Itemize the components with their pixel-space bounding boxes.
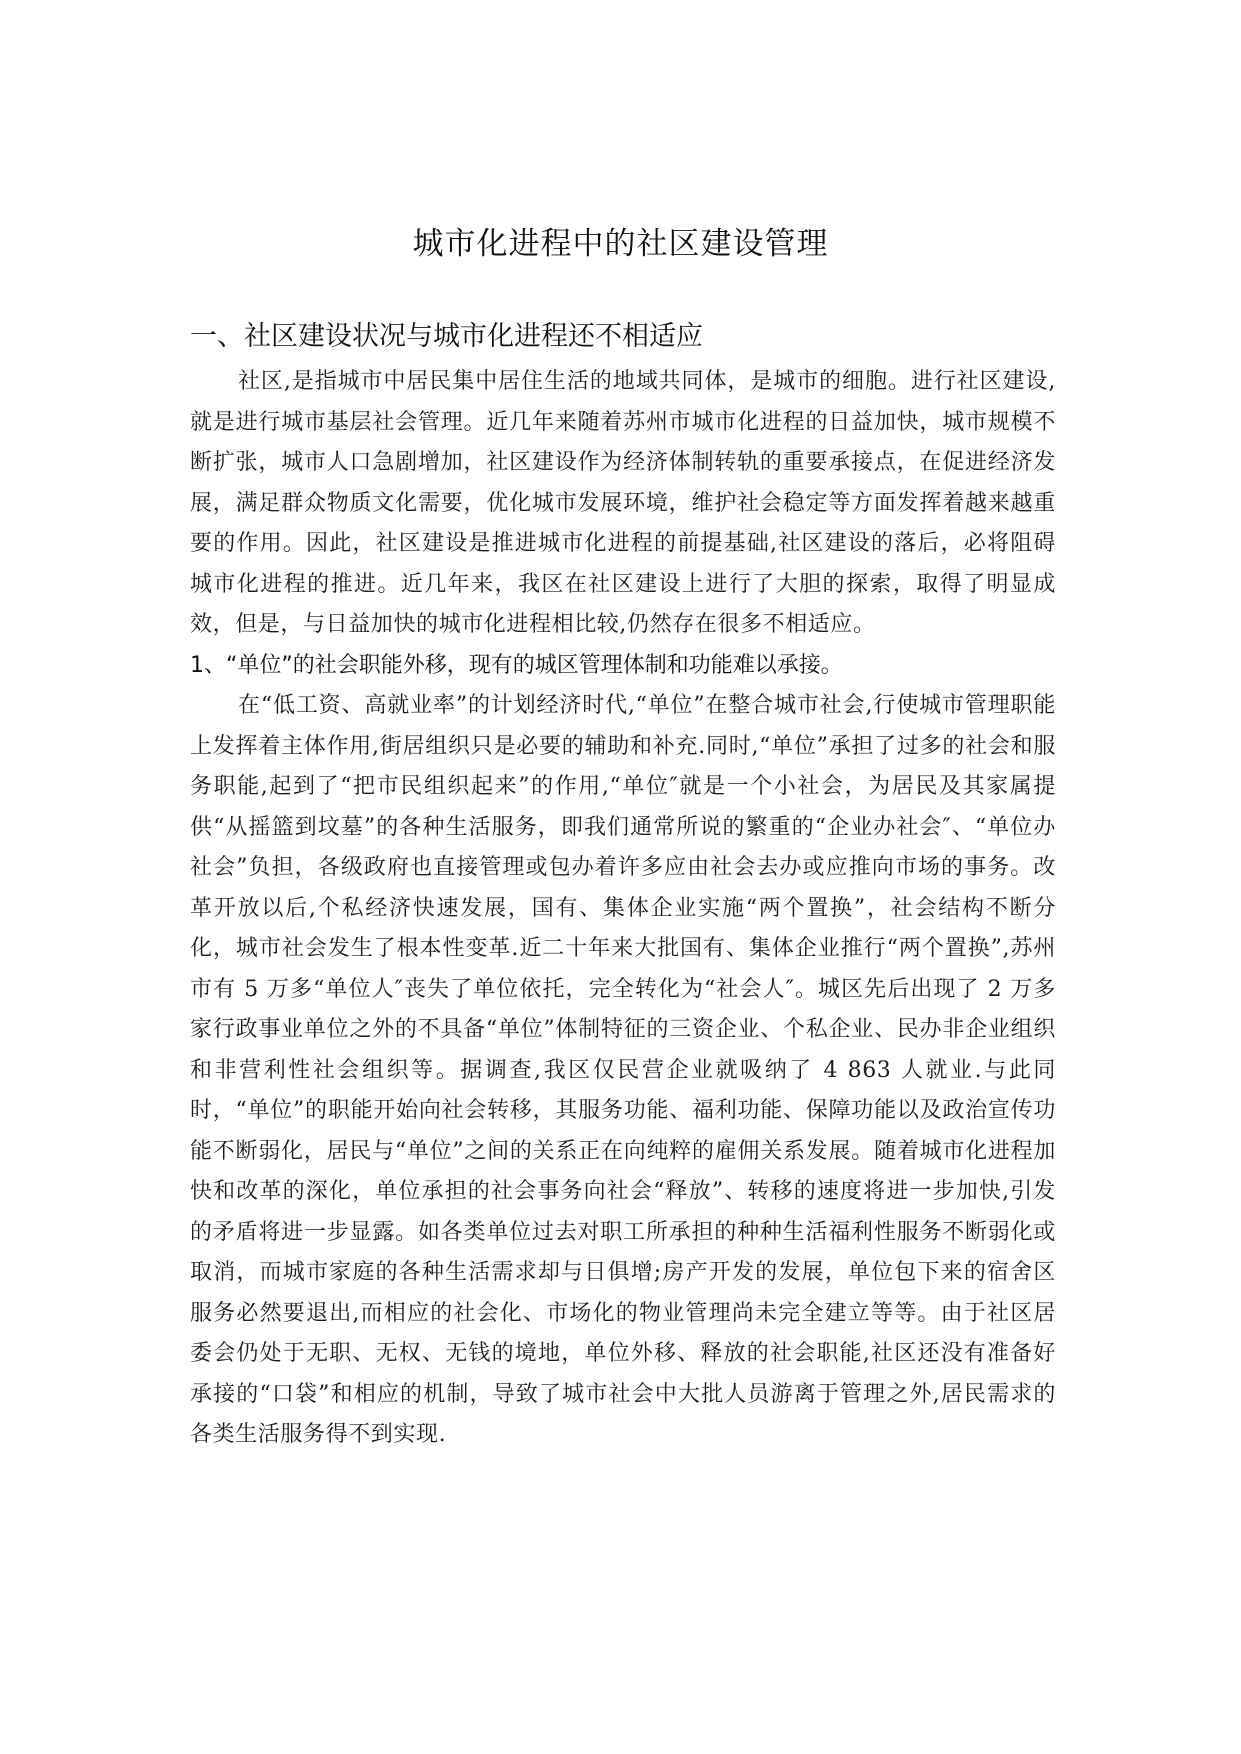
body-paragraph-2: 在“低工资、高就业率”的计划经济时代,“单位”在整合城市社会,行使城市管理职能上发挥着主体作用,街居组织只是必要的辅助和补充.同时,“单位”承担了过多的社会和服务职能,起到了“把市民组织起来”的作用,“单位″就是一个小社会，为居民及其家属提供“从摇篮到坟墓”的各种生活服务，即我们通常所说的繁重的“企业办社会″、“单位办社会”负担，各级政府也直接管理或包办着许多应由社会去办或应推向市场的事务。改革开放以后,个私经济快速发展，国有、集体企业实施“两个置换”，社会结构不断分化，城市社会发生了根本性变革.近二十年来大批国有、集体企业推行“两个置换”,苏州市有 5 万多“单位人″丧失了单位依托，完全转化为“社会人″。城区先后出现了 2 万多家行政事业单位之外的不具备“单位”体制特征的三资企业、个私企业、民办非企业组织和非营利性社会组织等。据调查,我区仅民营企业就吸纳了 4 863 人就业.与此同时，“单位”的职能开始向社会转移，其服务功能、福利功能、保障功能以及政治宣传功能不断弱化，居民与“单位”之间的关系正在向纯粹的雇佣关系发展。随着城市化进程加快和改革的深化，单位承担的社会事务向社会“释放”、转移的速度将进一步加快,引发的矛盾将进一步显露。如各类单位过去对职工所承担的种种生活福利性服务不断弱化或取消，而城市家庭的各种生活需求却与日俱增;房产开发的发展，单位包下来的宿舍区服务必然要退出,而相应的社会化、市场化的物业管理尚未完全建立等等。由于社区居委会仍处于无职、无权、无钱的境地，单位外移、释放的社会职能,社区还没有准备好承接的“口袋”和相应的机制，导致了城市社会中大批人员游离于管理之外,居民需求的各类生活服务得不到实现. xyxy=(190,693,1056,1447)
body-paragraph-1: 社区,是指城市中居民集中居住生活的地域共同体，是城市的细胞。进行社区建设,就是进行城市基层社会管理。近几年来随着苏州市城市化进程的日益加快，城市规模不断扩张，城市人口急剧增加，社区建设作为经济体制转轨的重要承接点，在促进经济发展，满足群众物质文化需要，优化城市发展环境，维护社会稳定等方面发挥着越来越重要的作用。因此，社区建设是推进城市化进程的前提基础,社区建设的落后，必将阻碍城市化进程的推进。近几年来，我区在社区建设上进行了大胆的探索，取得了明显成效，但是，与日益加快的城市化进程相比较,仍然存在很多不相适应。 xyxy=(190,369,1056,637)
section-heading: 一、社区建设状况与城市化进程还不相适应 xyxy=(190,321,703,352)
document-title: 城市化进程中的社区建设管理 xyxy=(412,226,829,262)
document-body xyxy=(190,312,1056,1456)
subheading-1: 1、“单位”的社会职能外移，现有的城区管理体制和功能难以承接。 xyxy=(190,652,843,678)
